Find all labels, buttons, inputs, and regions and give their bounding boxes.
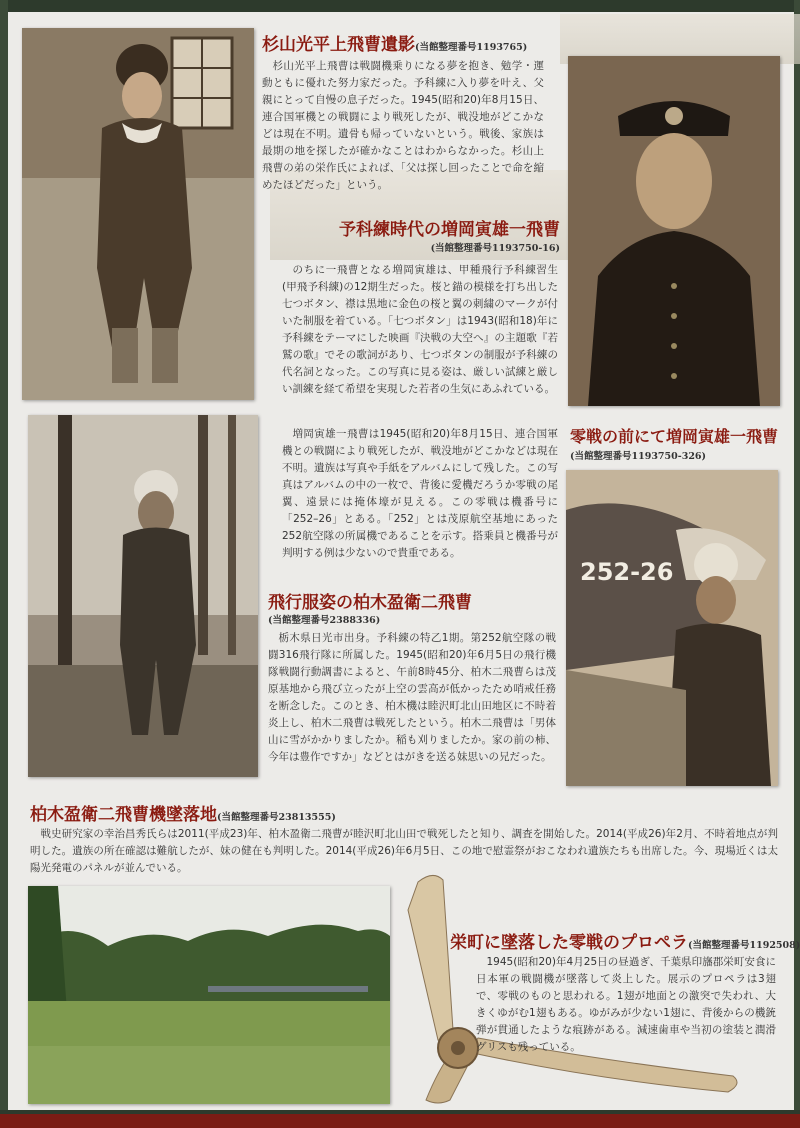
masuoka-zero-title [570,424,778,447]
masuoka-yokaren-body [282,262,558,398]
photo-masuoka-yokaren [568,56,780,406]
masuoka-zero-title-text: 零戦の前にて増岡寅雄一飛曹 [570,427,779,446]
photo-kashiwagi-flight [28,415,258,777]
kashiwagi-flight-ref-text: (当館整理番号2388336) [268,615,381,626]
kashiwagi-crash-title-text: 柏木盈衛二飛曹機墜落地 [30,805,217,825]
propeller-body [476,954,776,1056]
sugiyama-body [262,58,544,194]
kashiwagi-crash-title [30,800,336,825]
masuoka-zero-body-text: 増岡寅雄一飛曹は1945(昭和20)年8月15日、連合国軍機との戦闘により戦死したが、戦没地がどこかなどは現在不明。遺族は写真や手紙をアルバムにして残した。この写真はアルバムの中の一枚で、背後に愛機だろうか零戦の尾翼、遠景には掩体壕が見える。この零戦は機番号に「252–26」とある。「252」とは茂原航空基地にあった252航空隊の所属機であることを示す。搭乗員と機番号が判明する例は少ないので貴重である。 [282,428,558,559]
plane-number: 252-26 [580,558,674,586]
sugiyama-title-text: 杉山光平上飛曹遺影 [262,35,415,55]
masuoka-zero-ref [570,448,706,462]
masuoka-yokaren-title-text: 予科練時代の増岡寅雄一飛曹 [339,220,560,240]
kashiwagi-flight-body [268,630,556,766]
kashiwagi-flight-title-text: 飛行服姿の柏木盈衛二飛曹 [268,593,472,613]
kashiwagi-crash-ref: (当館整理番号23813555) [217,812,336,823]
masuoka-yokaren-ref-text: (当館整理番号1193750-16) [430,243,560,254]
frame-right [794,0,800,1128]
masuoka-yokaren-ref [400,240,560,254]
kashiwagi-flight-ref [268,612,380,626]
frame-left [0,0,8,1128]
kashiwagi-flight-body-text: 栃木県日光市出身。予科練の特乙1期。第252航空隊の戦闘316飛行隊に所属した。1945(昭和20)年6月5日の飛行機隊戦闘行動調書によると、午前8時45分、柏木二飛曹らは茂原基地から飛び立ったが上空の雲高が低かったため哨戒任務を断念した。このとき、柏木機は睦沢町北山田地区に不時着炎上し、柏木二飛曹は戦死したという。柏木二飛曹は「男体山に雪がかかりましたか。稲も刈りましたか。家の前の柿、今年は豊作ですか」などとはがきを送る妹思いの兄だった。 [268,632,556,763]
masuoka-yokaren-body-text: のちに一飛曹となる増岡寅雄は、甲種飛行予科練習生(甲飛予科練)の12期生だった。桜と錨の模様を打ち出した七つボタン、襟は黒地に金色の桜と翼の刺繍のマークが付いた制服を着ている。「七つボタン」は1943(昭和18)年に予科練をテーマにした映画『決戦の大空へ』の主題歌『若鷲の歌』でその歌詞があり、七つボタンの制服が予科練の代名詞となった。この写真に見る姿は、厳しい試練と厳しい訓練を経て希望を実現した若者の生気にあふれている。 [282,264,558,395]
sugiyama-body-text: 杉山光平上飛曹は戦闘機乗りになる夢を抱き、勉学・運動ともに優れた努力家だった。予科練に入り夢を叶え、父親にとって自慢の息子だった。1945(昭和20)年8月15日、連合国軍機との戦闘により戦死したが、戦没地がどこかなどは現在不明。遺骨も帰っていないという。戦後、家族は最期の地を探したが確かなことはわからなかった。杉山上飛曹の弟の栄作氏によれば、「父は探し回ったことで命を縮めたほどだった」という。 [262,60,544,191]
propeller-title-text: 栄町に墜落した零戦のプロペラ [450,933,688,953]
propeller-ref: (当館整理番号1192508) [688,940,800,951]
masuoka-yokaren-title [330,215,560,240]
masuoka-zero-body [282,426,558,562]
propeller-title [450,928,800,953]
sugiyama-title [262,30,527,55]
masuoka-zero-ref-text: (当館整理番号1193750-326) [570,451,707,462]
photo-masuoka-zero [566,470,778,786]
propeller-body-text: 1945(昭和20)年4月25日の昼過ぎ、千葉県印旛郡栄町安食に日本軍の戦闘機が墜落して炎上した。展示のプロペラは3翅で、零戦のものと思われる。1翅が地面との激突で失われ、大きくゆがむ1翅もある。ゆがみが少ない1翅に、背後からの機銃弾が貫通したような痕跡がある。減速歯車や当初の塗装と潤滑グリスも残っている。 [476,956,776,1053]
kashiwagi-crash-body-text: 戦史研究家の幸治昌秀氏らは2011(平成23)年、柏木盈衛二飛曹が睦沢町北山田で戦死したと知り、調査を開始した。2014(平成26)年2月、不時着地点が判明した。遺族の所在確認は難航したが、妹の健在も判明した。2014(平成26)年6月5日、この地で慰霊祭がおこなわれ遺族たちも出席した。今、現場近くは太陽光発電のパネルが並んでいる。 [30,828,778,874]
kashiwagi-flight-title [268,588,472,613]
frame-top [0,0,800,12]
sugiyama-ref: (当館整理番号1193765) [415,42,528,53]
photo-sugiyama [22,28,254,400]
frame-bottom [0,1114,800,1128]
photo-crash-site [28,886,390,1104]
